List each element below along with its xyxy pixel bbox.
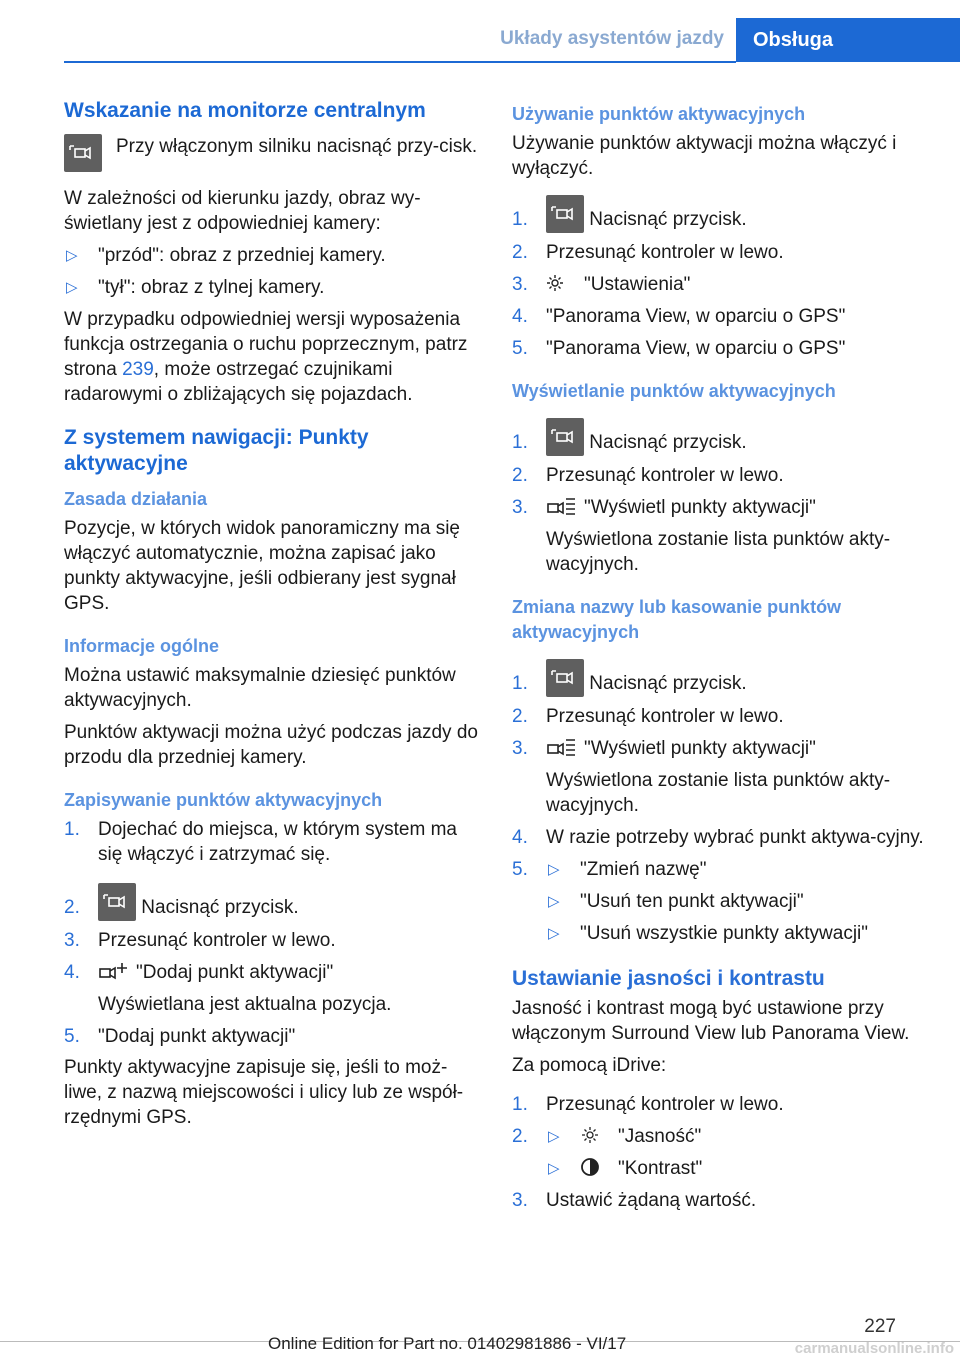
heading-navigation: Z systemem nawigacji: Punkty aktywacyjne [64, 426, 369, 475]
camera-button-icon [546, 418, 584, 456]
list-item: 3. "Wyświetl punkty aktywacji" Wyświetlona zostanie lista punktów akty-wacyjnych. [512, 497, 891, 575]
list-item: 4. W razie potrzeby wybrać punkt aktywa-cyjny. [512, 827, 924, 848]
heading-display-points: Wyświetlanie punktów aktywacyjnych [512, 381, 836, 401]
rename-steps-list [512, 659, 942, 946]
use-steps-list [512, 195, 942, 361]
paragraph: Za pomocą iDrive: [512, 1055, 667, 1076]
triangle-bullet-icon: ▷ [66, 247, 78, 264]
heading-rename-delete: Zmiana nazwy lub kasowanie punktów aktywacyjnych [512, 597, 842, 642]
heading-brightness-contrast: Ustawianie jasności i kontrastu [512, 967, 825, 990]
page-link[interactable]: 239 [122, 359, 154, 380]
triangle-bullet-icon: ▷ [548, 1128, 560, 1145]
sub-bullet: ▷ "Usuń wszystkie punkty aktywacji" [548, 923, 869, 944]
list-item: 2. Przesunąć kontroler w lewo. [512, 706, 784, 727]
camera-button-icon [64, 134, 102, 172]
save-steps-list [64, 817, 484, 1049]
list-item: 1. Nacisnąć przycisk. [512, 195, 942, 233]
list-item: 4. "Panorama View, w oparciu o GPS" [512, 306, 846, 327]
brightness-icon [580, 1125, 610, 1145]
page-header [0, 0, 960, 62]
paragraph: W przypadku odpowiedniej wersji wyposażenia funkcja ostrzegania o ruchu poprzecznym, patrz strona 239, może ostrzegać czujnikami radarowymi o zbliżających się pojazdach. [64, 309, 468, 405]
list-item: 2. ▷ "Jasność" ▷ "Kontrast" [512, 1124, 942, 1181]
list-item: 5. ▷ "Zmień nazwę" ▷ "Usuń ten punkt aktywacji" ▷ "Usuń wszystkie punkty aktywacji" [512, 857, 942, 946]
sub-bullet: ▷ "Kontrast" [548, 1158, 703, 1179]
monitor-intro [64, 134, 484, 172]
list-item: 2. Przesunąć kontroler w lewo. [512, 465, 784, 486]
camera-button-icon [98, 883, 136, 921]
list-item: 3. Przesunąć kontroler w lewo. [64, 930, 336, 951]
list-item: 3. "Ustawienia" [512, 274, 691, 295]
display-steps-list [512, 418, 942, 577]
section-title: Układy asystentów jazdy [500, 28, 724, 49]
paragraph: Jasność i kontrast mogą być ustawione przy włączonym Surround View lub Panorama View. [512, 998, 910, 1044]
camera-button-icon [546, 659, 584, 697]
heading-monitor: Wskazanie na monitorze centralnym [64, 99, 426, 122]
add-camera-icon [98, 961, 128, 981]
watermark: carmanualsonline.info [794, 1340, 954, 1357]
chapter-tab: Obsługa [736, 18, 960, 62]
left-column [64, 98, 484, 1137]
sub-bullet: ▷ "Zmień nazwę" [548, 859, 707, 880]
right-column [512, 98, 942, 1223]
paragraph: Punkty aktywacyjne zapisuje się, jeśli to moż-liwe, z nazwą miejscowości i ulicy lub ze współ-rzędnymi GPS. [64, 1057, 464, 1128]
triangle-bullet-icon: ▷ [548, 861, 560, 878]
gear-icon [546, 273, 576, 293]
list-item: 1. Przesunąć kontroler w lewo. [512, 1094, 784, 1115]
heading-use-points: Używanie punktów aktywacyjnych [512, 104, 806, 124]
list-item: 2. Nacisnąć przycisk. [64, 883, 484, 921]
list-item: 5. "Panorama View, w oparciu o GPS" [512, 338, 846, 359]
list-item: 1. Nacisnąć przycisk. [512, 418, 942, 456]
header-rule [64, 61, 736, 63]
page-number: 227 [864, 1316, 896, 1337]
list-item: 3. "Wyświetl punkty aktywacji" Wyświetlona zostanie lista punktów akty-wacyjnych. [512, 738, 891, 816]
sub-bullet: ▷ "Jasność" [548, 1126, 702, 1147]
bullet-item: ▷ "przód": obraz z przedniej kamery. [66, 245, 386, 266]
list-item: 1. Nacisnąć przycisk. [512, 659, 942, 697]
bullet-item: ▷ "tył": obraz z tylnej kamery. [66, 277, 325, 298]
monitor-text: Przy włączonym silniku nacisnąć przy-cisk. [116, 136, 478, 157]
paragraph: Pozycje, w których widok panoramiczny ma się włączyć automatycznie, można zapisać jako punkty aktywacyjne, jeśli odbierany jest sygnał GPS. [64, 518, 460, 614]
paragraph: Można ustawić maksymalnie dziesięć punktów aktywacyjnych. [64, 665, 456, 711]
paragraph: Punktów aktywacji można użyć podczas jazdy do przodu dla przedniej kamery. [64, 722, 478, 768]
list-item: 5. "Dodaj punkt aktywacji" [64, 1026, 296, 1047]
camera-list-icon [546, 496, 576, 516]
sub-bullet: ▷ "Usuń ten punkt aktywacji" [548, 891, 804, 912]
contrast-icon [580, 1157, 610, 1177]
camera-button-icon [546, 195, 584, 233]
triangle-bullet-icon: ▷ [66, 279, 78, 296]
list-item: 1. Dojechać do miejsca, w którym system ma się włączyć i zatrzymać się. [64, 819, 457, 865]
heading-save-points: Zapisywanie punktów aktywacyjnych [64, 790, 383, 810]
triangle-bullet-icon: ▷ [548, 925, 560, 942]
heading-general-info: Informacje ogólne [64, 636, 220, 656]
triangle-bullet-icon: ▷ [548, 1160, 560, 1177]
camera-list-icon [546, 737, 576, 757]
list-item: 3. Ustawić żądaną wartość. [512, 1190, 757, 1211]
triangle-bullet-icon: ▷ [548, 893, 560, 910]
paragraph: Używanie punktów aktywacji można włączyć i wyłączyć. [512, 133, 897, 179]
heading-principle: Zasada działania [64, 489, 208, 509]
edition-footer: Online Edition for Part no. 01402981886 - VI/17 [268, 1334, 627, 1353]
list-item: 2. Przesunąć kontroler w lewo. [512, 242, 784, 263]
paragraph: W zależności od kierunku jazdy, obraz wy-świetlany jest z odpowiedniej kamery: [64, 188, 421, 234]
list-item: 4. "Dodaj punkt aktywacji" Wyświetlana jest aktualna pozycja. [64, 962, 392, 1015]
brightness-steps-list [512, 1092, 942, 1213]
